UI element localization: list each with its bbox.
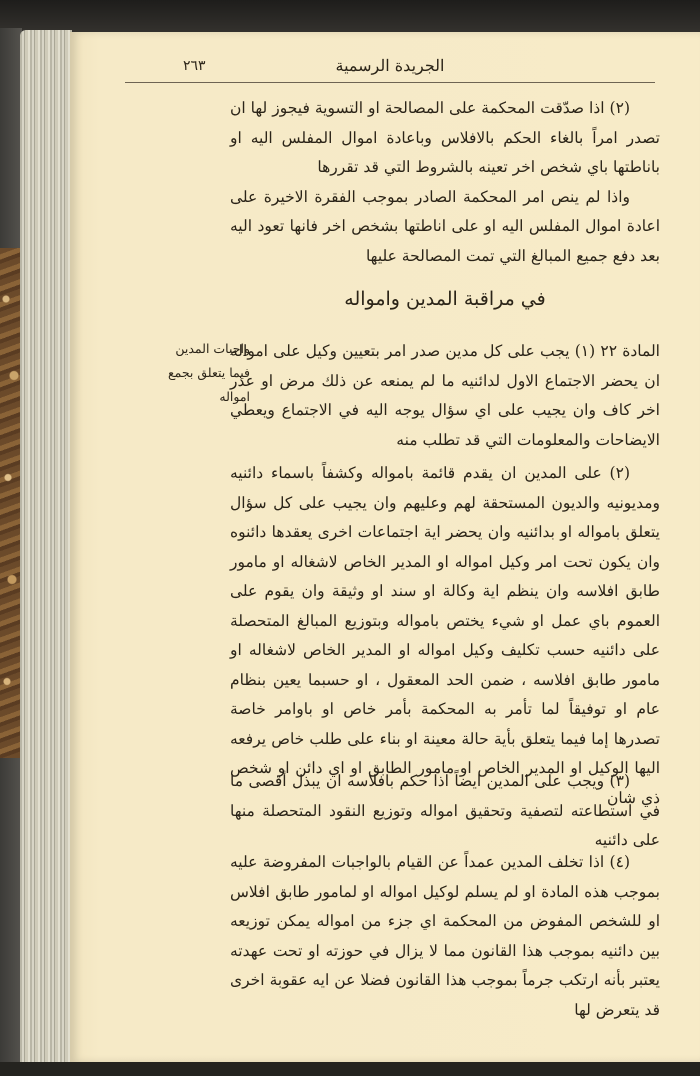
section-title: في مراقبة المدين وامواله — [344, 288, 546, 310]
page-edges — [20, 30, 72, 1070]
margin-note: واجبات المدين فيما يتعلق بجمع امواله — [167, 341, 250, 404]
article-22-clause-4 — [230, 848, 660, 1025]
article-22-clause-2 — [230, 459, 660, 813]
paragraph-2: (٢) اذا صدّقت المحكمة على المصالحة او التسوية فيجوز لها ان تصدر امراً بالغاء الحكم بالافلاس وباعادة اموال المفلس اليه او باناطتها باي شخص اخر تعينه بالشروط التي قد تقررها — [230, 99, 660, 176]
page-content — [70, 32, 700, 1062]
marbled-cover — [0, 248, 20, 758]
scan-top-shadow — [0, 0, 700, 32]
article-22-clause-3 — [230, 767, 660, 856]
clause-3: (٣) ويجب على المدين ايضاً اذا حكم بافلاسه ان يبذل أقصى ما في استطاعته لتصفية وتحقيق امواله وتوزيع النقود المتحصلة منها على دائنيه — [230, 772, 660, 849]
article-22-clause-1 — [230, 337, 660, 455]
clause-1: المادة ٢٢ (١) يجب على كل مدين صدر امر بتعيين وكيل على امواله ان يحضر الاجتماع الاول لدائنيه ما لم يمنعه عن ذلك مرض او عذر اخر كاف وان يجيب على اي سؤال يوجه اليه في الاجتماع ويعطي الايضاحات والمعلومات التي قد تطلب منه — [230, 342, 660, 449]
page-number: ٢٦٣ — [183, 58, 206, 74]
header-title: الجريدة الرسمية — [335, 56, 445, 75]
running-header — [125, 52, 655, 83]
clause-4: (٤) اذا تخلف المدين عمداً عن القيام بالواجبات المفروضة عليه بموجب هذه المادة او لم يسلم لوكيل امواله او لمامور طابق افلاس او للشخص المفوض من المحكمة اي جزء من امواله يمكن توزيعه بين دائنيه بموجب هذا القانون مما لا يزال في حوزته او تحت عهدته يعتبر بأنه ارتكب جرماً بموجب هذا القانون فضلا عن ايه عقوبة اخرى قد يتعرض لها — [230, 853, 660, 1019]
top-paragraphs — [230, 94, 660, 271]
paragraph-continuation: واذا لم ينص امر المحكمة الصادر بموجب الفقرة الاخيرة على اعادة اموال المفلس اليه او على اناطتها بشخص اخر فانها تعود اليه بعد دفع جميع المبالغ التي تمت المصالحة عليها — [230, 187, 660, 265]
book-page — [70, 32, 700, 1062]
clause-2: (٢) على المدين ان يقدم قائمة بامواله وكشفاً باسماء دائنيه ومديونيه والديون المستحقة لهم وعليهم وان يجيب على كل سؤال يتعلق بامواله او بدائنيه وان يحضر اية اجتماعات اخرى يعقدها دائنوه وان يكون تحت امر وكيل امواله او المدير الخاص لاشغاله او مامور طابق افلاسه وان ينظم اية وكالة او سند او وثيقة وان يقوم على العموم باي عمل او شيء يختص بامواله وبتوزيع المبالغ المتحصلة على دائنيه حسب تكليف وكيل امواله او المدير الخاص لاشغاله او مامور طابق افلاسه ، ضمن الحد المعقول ، او حسبما يعين بنظام عام او توفيقاً لما تأمر به المحكمة بأمر خاص او باوامر خاصة تصدرها إما فيما يتعلق بأية حالة معينة او بناء على طلب خاص يرفعه اليها الوكيل او المدير الخاص او مامور الطابق او اي دائن او شخص ذي شان — [230, 464, 660, 807]
scan-bottom-shadow — [0, 1062, 700, 1076]
